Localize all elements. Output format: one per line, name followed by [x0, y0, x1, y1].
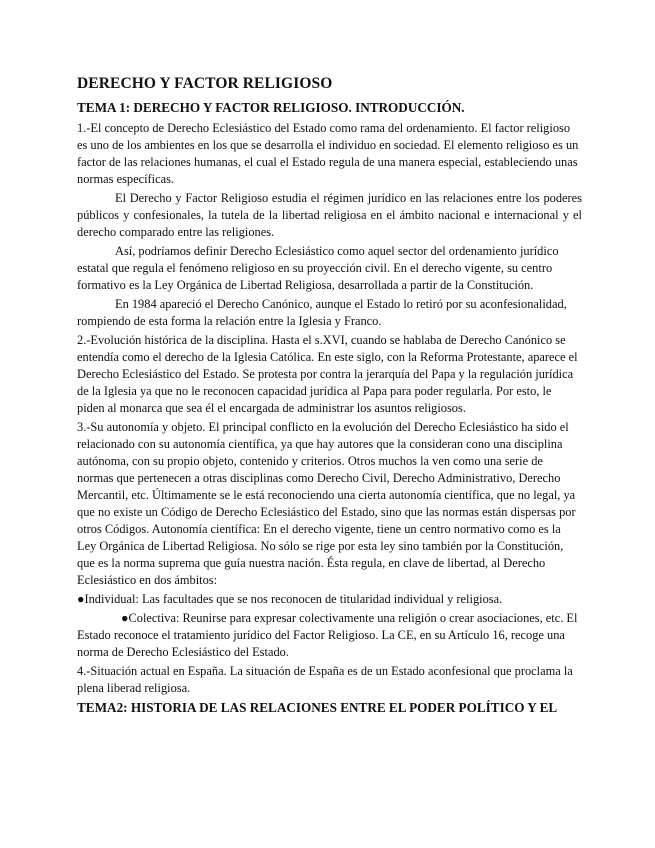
paragraph-colectiva: ●Colectiva: Reunirse para expresar colectivamente una religión o crear asociaciones, etc. El Estado reconoce el tratamiento jurídico del Factor Religioso. La CE, en su Artículo 16, recoge una norma de Derecho Eclesiástico del Estado.	[77, 611, 578, 659]
document-title: DERECHO Y FACTOR RELIGIOSO	[77, 75, 333, 92]
paragraph-concepto: 1.-El concepto de Derecho Eclesiástico del Estado como rama del ordenamiento. El factor religioso es uno de los ambientes en los que se desarrolla el individuo en sociedad. El elemento religioso es un factor de las relaciones humanas, el cual el Estado regula de una manera especial, estableciendo unas normas específicas.	[77, 121, 579, 186]
tema1-heading: TEMA 1: DERECHO Y FACTOR RELIGIOSO. INTRODUCCIÓN.	[77, 100, 465, 115]
paragraph-situacion: 4.-Situación actual en España. La situación de España es de un Estado aconfesional que proclama la plena liberad religiosa.	[77, 664, 573, 695]
paragraph-individual: ●Individual: Las facultades que se nos reconocen de titularidad individual y religiosa.	[77, 592, 503, 606]
paragraph-autonomia: 3.-Su autonomía y objeto. El principal conflicto en la evolución del Derecho Eclesiástico ha sido el relacionado con su autonomía científica, ya que hay autores que la consideran cono una disciplina autónoma, con su propio objeto, contenido y criterios. Otros muchos la ven como una serie de normas que pertenecen a otras disciplinas como Derecho Civil, Derecho Administrativo, Derecho Mercantil, etc. Últimamente se le está reconociendo una cierta autonomía científica, que no legal, ya que no existe un Código de Derecho Eclesiástico del Estado, sino que las normas están dispersas por otros Códigos. Autonomía científica: En el derecho vigente, tiene un centro normativo como es la Ley Orgánica de Libertad Religiosa. No sólo se rige por esta ley sino también por la Constitución, que es la norma suprema que guía nuestra nación. Ésta regula, en clave de libertad, al Derecho Eclesiástico en dos ámbitos:	[77, 420, 576, 587]
paragraph-estudio: El Derecho y Factor Religioso estudia el régimen jurídico en las relaciones entre los poderes públicos y confesionales, la tutela de la libertad religiosa en el ámbito nacional e internacional y el derecho comparado entre las religiones.	[77, 191, 582, 239]
paragraph-evolucion: 2.-Evolución histórica de la disciplina. Hasta el s.XVI, cuando se hablaba de Derecho Canónico se entendía como el derecho de la Iglesia Católica. En este siglo, con la Reforma Protestante, aparece el Derecho Eclesiástico del Estado. Se protesta por contra la jerarquía del Papa y la regulación jurídica de la Iglesia ya que no le reconocen capacidad jurídica al Papa para poder regularla. Por esto, le piden al monarca que sea él el encargada de administrar los asuntos religiosos.	[77, 333, 578, 415]
paragraph-1984: En 1984 apareció el Derecho Canónico, aunque el Estado lo retiró por su aconfesionalidad, rompiendo de esta forma la relación entre la Iglesia y Franco.	[77, 297, 567, 328]
document-page	[77, 74, 582, 720]
paragraph-definicion: Así, podríamos definir Derecho Eclesiástico como aquel sector del ordenamiento jurídico estatal que regula el fenómeno religioso en su proyección civil. En el derecho vigente, su centro formativo es la Ley Orgánica de Libertad Religiosa, desarrollada a partir de la Constitución.	[77, 244, 559, 292]
tema2-heading: TEMA2: HISTORIA DE LAS RELACIONES ENTRE EL PODER POLÍTICO Y EL	[77, 700, 558, 715]
